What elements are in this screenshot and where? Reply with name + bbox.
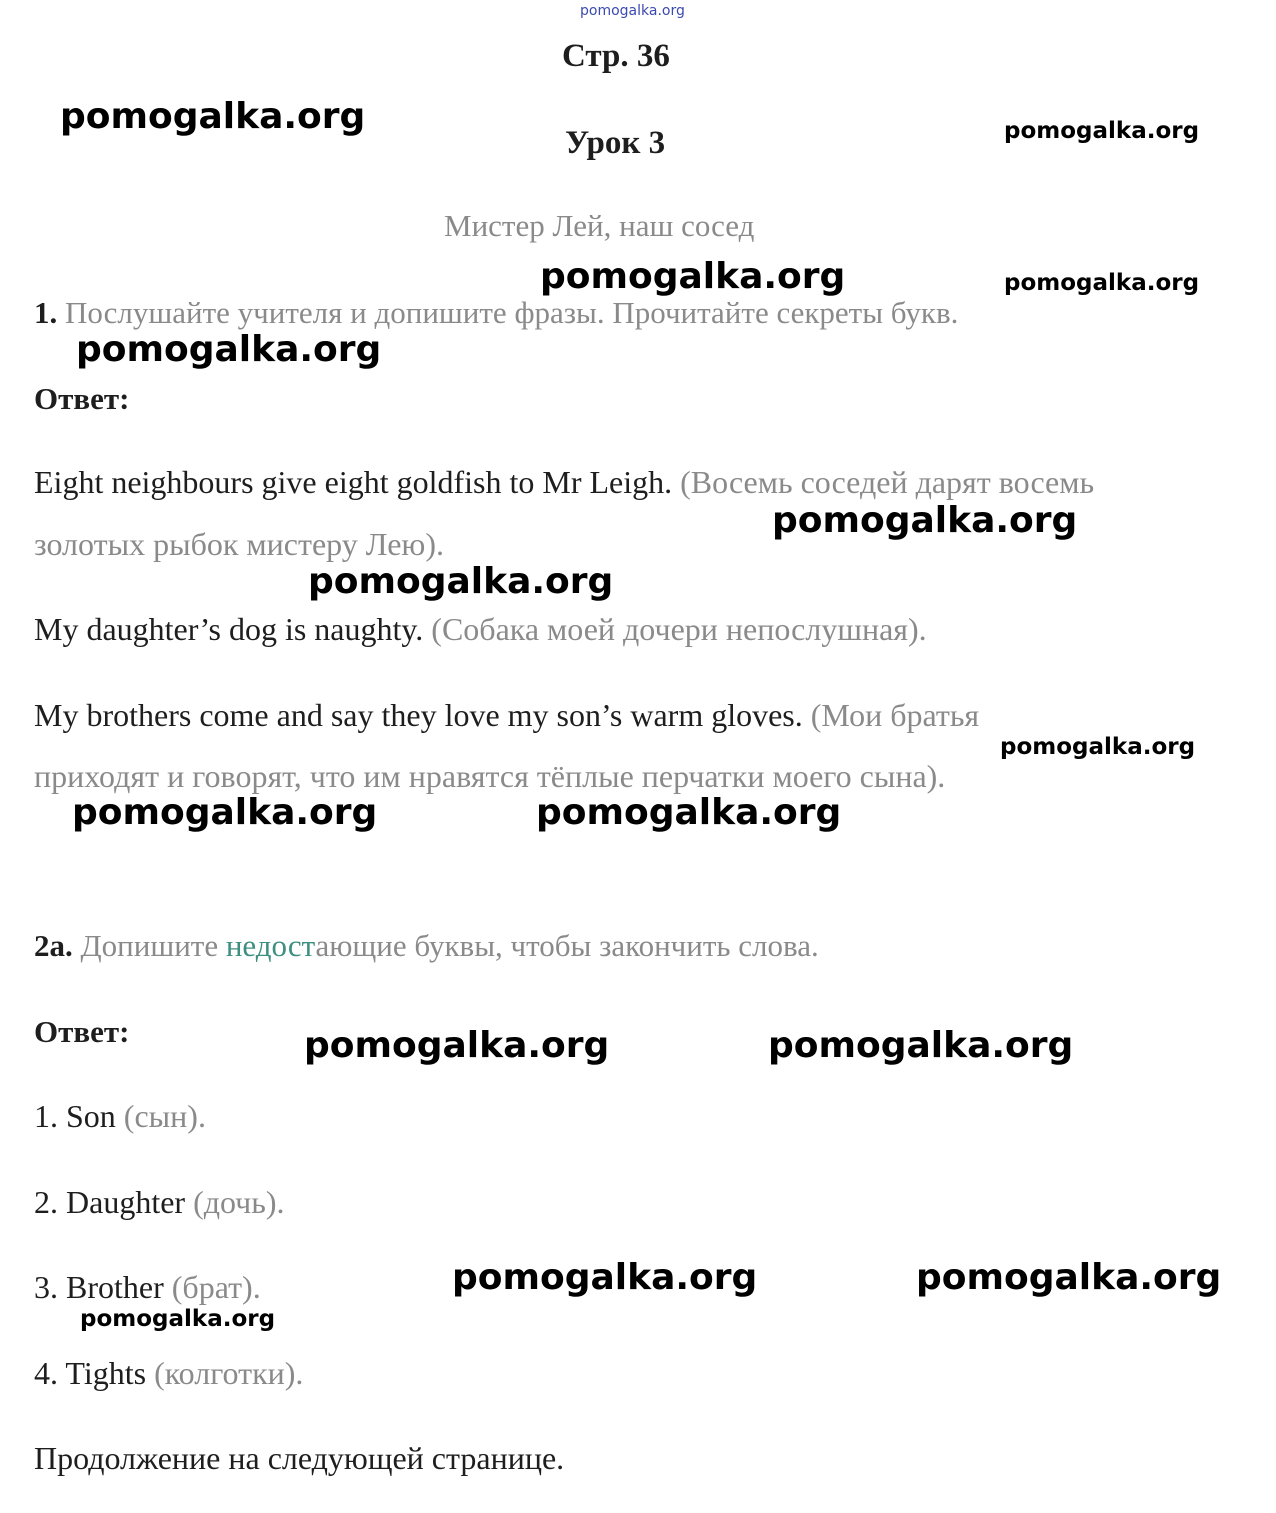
task2a-answer-label: Ответ: — [34, 1014, 130, 1049]
watermark: pomogalka.org — [60, 96, 366, 137]
sentence-1-english: Eight neighbours give eight goldfish to Mr Leigh. — [34, 464, 673, 500]
watermark: pomogalka.org — [540, 256, 846, 297]
watermark: pomogalka.org — [536, 792, 842, 833]
task1-instruction — [34, 295, 958, 331]
task1-number: 1. — [34, 295, 58, 330]
task2a-instruction-pre: Допишите — [80, 928, 226, 963]
sentence-1-line-2: золотых рыбок мистеру Лею). — [34, 526, 444, 562]
lesson-title: Урок 3 — [565, 125, 666, 161]
sentence-1-translation-part1: (Восемь соседей дарят восемь — [680, 464, 1095, 500]
item-number: 2. — [34, 1184, 58, 1220]
watermark: pomogalka.org — [1004, 118, 1200, 144]
watermark: pomogalka.org — [1004, 270, 1200, 296]
sentence-2 — [34, 611, 927, 648]
watermark: pomogalka.org — [768, 1025, 1074, 1066]
item-word: Daughter — [66, 1184, 186, 1220]
sentence-2-english: My daughter’s dog is naughty. — [34, 611, 424, 647]
list-item — [34, 1098, 206, 1135]
item-translation: (колготки). — [154, 1355, 304, 1391]
sentence-2-translation: (Собака моей дочери непослушная). — [431, 611, 927, 647]
watermark: pomogalka.org — [772, 500, 1078, 541]
task2a-number: 2a. — [34, 928, 73, 963]
footer-note: Продолжение на следующей странице. — [34, 1440, 565, 1476]
list-item — [34, 1355, 303, 1392]
item-translation: (брат). — [171, 1269, 261, 1305]
watermark: pomogalka.org — [916, 1257, 1222, 1298]
item-number: 3. — [34, 1269, 58, 1305]
task2a-instruction — [34, 928, 819, 964]
top-watermark: pomogalka.org — [580, 3, 685, 19]
sentence-1-line-1 — [34, 464, 1094, 501]
watermark: pomogalka.org — [304, 1025, 610, 1066]
list-item — [34, 1269, 261, 1306]
task2a-instruction-post: ающие буквы, чтобы закончить слова. — [315, 928, 819, 963]
item-word: Brother — [66, 1269, 164, 1305]
page-title: Стр. 36 — [562, 38, 670, 74]
list-item — [34, 1184, 285, 1221]
item-translation: (дочь). — [193, 1184, 285, 1220]
watermark: pomogalka.org — [72, 792, 378, 833]
task1-instruction-text: Послушайте учителя и допишите фразы. Прочитайте секреты букв. — [65, 295, 959, 330]
item-word: Tights — [65, 1355, 147, 1391]
item-number: 1. — [34, 1098, 58, 1134]
watermark: pomogalka.org — [452, 1257, 758, 1298]
watermark: pomogalka.org — [80, 1306, 276, 1332]
sentence-3-english: My brothers come and say they love my son’s warm gloves. — [34, 697, 803, 733]
item-word: Son — [66, 1098, 116, 1134]
item-number: 4. — [34, 1355, 58, 1391]
watermark: pomogalka.org — [76, 329, 382, 370]
item-translation: (сын). — [123, 1098, 206, 1134]
sentence-3-translation-part1: (Мои братья — [810, 697, 980, 733]
sentence-3-line-1 — [34, 697, 979, 734]
watermark: pomogalka.org — [308, 561, 614, 602]
sentence-3-line-2: приходят и говорят, что им нравятся тёплые перчатки моего сына). — [34, 758, 946, 794]
task2a-instruction-highlight: недост — [225, 928, 316, 963]
task1-answer-label: Ответ: — [34, 381, 130, 416]
section-subtitle: Мистер Лей, наш сосед — [444, 208, 755, 243]
watermark: pomogalka.org — [1000, 734, 1196, 760]
